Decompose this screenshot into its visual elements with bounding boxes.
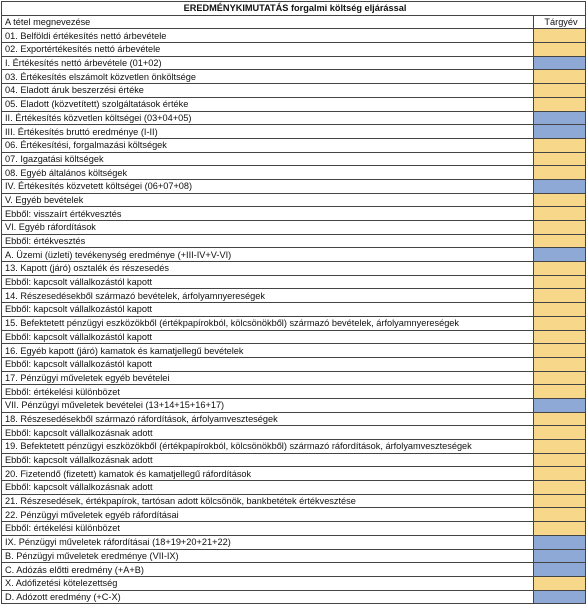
item-label: 17. Pénzügyi műveletek egyéb bevételei [2, 371, 534, 385]
table-row [2, 138, 586, 152]
item-label: 21. Részesedések, értékpapírok, tartósan adott kölcsönök, bankbetétek értékvesztése [2, 494, 534, 508]
input-value-cell[interactable] [534, 275, 586, 289]
table-row [2, 316, 586, 330]
table-row [2, 234, 586, 248]
item-label: VI. Egyéb ráfordítások [2, 221, 534, 235]
item-label: 03. Értékesítés elszámolt közvetlen önköltsége [2, 70, 534, 84]
item-label: 18. Részesedésekből származó ráfordítások, árfolyamveszteségek [2, 412, 534, 426]
computed-value-cell [534, 590, 586, 604]
item-label: C. Adózás előtti eredmény (+A+B) [2, 563, 534, 577]
input-value-cell[interactable] [534, 221, 586, 235]
table-row [2, 535, 586, 549]
value-column-header: Tárgyév [534, 15, 586, 29]
item-label: 02. Exportértékesítés nettó árbevétele [2, 43, 534, 57]
item-label: II. Értékesítés közvetlen költségei (03+04+05) [2, 111, 534, 125]
item-label: A. Üzemi (üzleti) tevékenység eredménye (+III-IV+V-VI) [2, 248, 534, 262]
item-label: 01. Belföldi értékesítés nettó árbevétele [2, 29, 534, 43]
table-row [2, 385, 586, 399]
title-row [2, 2, 586, 16]
item-label: 19. Befektetett pénzügyi eszközökből (értékpapírokból, kölcsönökből) származó ráfordítások, árfolyamveszteségek [2, 440, 534, 454]
item-label: 20. Fizetendő (fizetett) kamatok és kamatjellegű ráfordítások [2, 467, 534, 481]
table-row [2, 494, 586, 508]
item-label: I. Értékesítés nettó árbevétele (01+02) [2, 56, 534, 70]
input-value-cell[interactable] [534, 385, 586, 399]
table-row [2, 357, 586, 371]
input-value-cell[interactable] [534, 193, 586, 207]
item-label: 15. Befektetett pénzügyi eszközökből (értékpapírokból, kölcsönökből) származó bevételek, árfolyamnyereségek [2, 316, 534, 330]
table-row [2, 508, 586, 522]
input-value-cell[interactable] [534, 166, 586, 180]
item-label: Ebből: kapcsolt vállalkozástól kapott [2, 275, 534, 289]
table-row [2, 440, 586, 454]
input-value-cell[interactable] [534, 262, 586, 276]
input-value-cell[interactable] [534, 522, 586, 536]
table-row [2, 467, 586, 481]
input-value-cell[interactable] [534, 138, 586, 152]
item-label: Ebből: értékelési különbözet [2, 522, 534, 536]
item-label: Ebből: értékelési különbözet [2, 385, 534, 399]
input-value-cell[interactable] [534, 453, 586, 467]
header-row [2, 15, 586, 29]
table-row [2, 330, 586, 344]
table-row [2, 563, 586, 577]
table-row [2, 371, 586, 385]
table-row [2, 453, 586, 467]
input-value-cell[interactable] [534, 371, 586, 385]
computed-value-cell [534, 398, 586, 412]
table-row [2, 29, 586, 43]
computed-value-cell [534, 549, 586, 563]
table-row [2, 398, 586, 412]
item-label: IX. Pénzügyi műveletek ráfordításai (18+19+20+21+22) [2, 535, 534, 549]
input-value-cell[interactable] [534, 440, 586, 454]
table-row [2, 111, 586, 125]
table-row [2, 97, 586, 111]
item-label: 14. Részesedésekből származó bevételek, árfolyamnyereségek [2, 289, 534, 303]
table-row [2, 590, 586, 604]
item-label: Ebből: kapcsolt vállalkozásnak adott [2, 481, 534, 495]
table-row [2, 412, 586, 426]
input-value-cell[interactable] [534, 152, 586, 166]
input-value-cell[interactable] [534, 344, 586, 358]
item-label: 08. Egyéb általános költségek [2, 166, 534, 180]
item-label: 16. Egyéb kapott (járó) kamatok és kamatjellegű bevételek [2, 344, 534, 358]
item-label: D. Adózott eredmény (+C-X) [2, 590, 534, 604]
input-value-cell[interactable] [534, 357, 586, 371]
table-row [2, 248, 586, 262]
input-value-cell[interactable] [534, 70, 586, 84]
item-label: 04. Eladott áruk beszerzési értéke [2, 84, 534, 98]
table-row [2, 522, 586, 536]
table-row [2, 344, 586, 358]
item-label: 13. Kapott (járó) osztalék és részesedés [2, 262, 534, 276]
input-value-cell[interactable] [534, 316, 586, 330]
input-value-cell[interactable] [534, 234, 586, 248]
table-row [2, 221, 586, 235]
item-label: Ebből: értékvesztés [2, 234, 534, 248]
computed-value-cell [534, 56, 586, 70]
item-label: 06. Értékesítési, forgalmazási költségek [2, 138, 534, 152]
item-label: III. Értékesítés bruttó eredménye (I-II) [2, 125, 534, 139]
item-label: Ebből: kapcsolt vállalkozástól kapott [2, 357, 534, 371]
item-label: IV. Értékesítés közvetett költségei (06+07+08) [2, 179, 534, 193]
table-row [2, 179, 586, 193]
item-label: 22. Pénzügyi műveletek egyéb ráfordításai [2, 508, 534, 522]
input-value-cell[interactable] [534, 412, 586, 426]
input-value-cell[interactable] [534, 467, 586, 481]
name-column-header: A tétel megnevezése [2, 15, 534, 29]
table-row [2, 303, 586, 317]
report-title: EREDMÉNYKIMUTATÁS forgalmi költség eljárással [2, 2, 586, 16]
table-row [2, 207, 586, 221]
table-row [2, 166, 586, 180]
item-label: Ebből: kapcsolt vállalkozásnak adott [2, 426, 534, 440]
input-value-cell[interactable] [534, 576, 586, 590]
item-label: X. Adófizetési kötelezettség [2, 576, 534, 590]
computed-value-cell [534, 111, 586, 125]
item-label: Ebből: kapcsolt vállalkozástól kapott [2, 303, 534, 317]
table-row [2, 549, 586, 563]
table-row [2, 43, 586, 57]
item-label: B. Pénzügyi műveletek eredménye (VII-IX) [2, 549, 534, 563]
input-value-cell[interactable] [534, 508, 586, 522]
income-statement-body [2, 2, 586, 604]
table-row [2, 193, 586, 207]
input-value-cell[interactable] [534, 207, 586, 221]
table-row [2, 152, 586, 166]
table-row [2, 289, 586, 303]
table-row [2, 70, 586, 84]
table-row [2, 125, 586, 139]
income-statement-table [1, 1, 586, 604]
table-row [2, 262, 586, 276]
computed-value-cell [534, 248, 586, 262]
input-value-cell[interactable] [534, 494, 586, 508]
computed-value-cell [534, 563, 586, 577]
input-value-cell[interactable] [534, 43, 586, 57]
table-row [2, 481, 586, 495]
table-row [2, 84, 586, 98]
input-value-cell[interactable] [534, 426, 586, 440]
input-value-cell[interactable] [534, 84, 586, 98]
item-label: V. Egyéb bevételek [2, 193, 534, 207]
computed-value-cell [534, 125, 586, 139]
item-label: 07. Igazgatási költségek [2, 152, 534, 166]
computed-value-cell [534, 535, 586, 549]
item-label: 05. Eladott (közvetített) szolgáltatások értéke [2, 97, 534, 111]
item-label: Ebből: visszaírt értékvesztés [2, 207, 534, 221]
computed-value-cell [534, 179, 586, 193]
input-value-cell[interactable] [534, 289, 586, 303]
item-label: Ebből: kapcsolt vállalkozástól kapott [2, 330, 534, 344]
table-row [2, 426, 586, 440]
input-value-cell[interactable] [534, 29, 586, 43]
input-value-cell[interactable] [534, 330, 586, 344]
table-row [2, 56, 586, 70]
table-row [2, 275, 586, 289]
item-label: VII. Pénzügyi műveletek bevételei (13+14+15+16+17) [2, 398, 534, 412]
input-value-cell[interactable] [534, 303, 586, 317]
input-value-cell[interactable] [534, 97, 586, 111]
table-row [2, 576, 586, 590]
input-value-cell[interactable] [534, 481, 586, 495]
item-label: Ebből: kapcsolt vállalkozásnak adott [2, 453, 534, 467]
